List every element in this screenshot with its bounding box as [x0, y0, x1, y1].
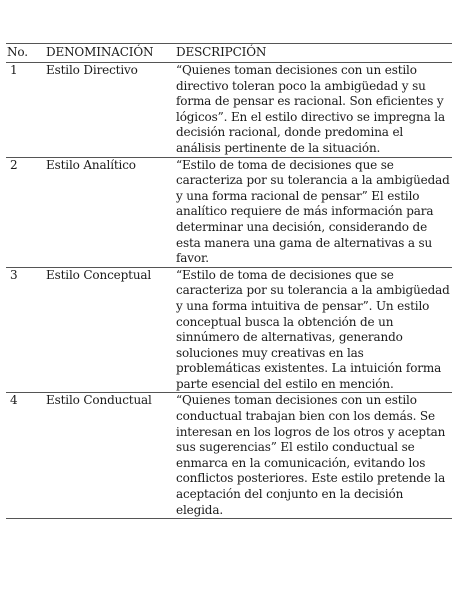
- decision-styles-table: [6, 43, 452, 519]
- table-row: [6, 393, 452, 519]
- row-number: 1: [6, 63, 46, 158]
- header-denominacion: DENOMINACIÓN: [46, 44, 176, 63]
- style-name: Estilo Conductual: [46, 393, 176, 519]
- style-name: Estilo Conceptual: [46, 267, 176, 393]
- table-row: [6, 157, 452, 267]
- header-descripcion: DESCRIPCIÓN: [176, 44, 452, 63]
- style-description: “Quienes toman decisiones con un estilo directivo toleran poco la ambigüedad y su forma de pensar es racional. Son eficientes y lógicos”. En el estilo directivo se impregna la decisión racional, donde predomina el análisis pertinente de la situación.: [176, 63, 452, 158]
- table-header: [6, 44, 452, 63]
- table-row: [6, 63, 452, 158]
- row-number: 3: [6, 267, 46, 393]
- style-description: “Estilo de toma de decisiones que se caracteriza por su tolerancia a la ambigüedad y una forma intuitiva de pensar”. Un estilo conceptual busca la obtención de un sinnúmero de alternativas, generando soluciones muy creativas en las problemáticas existentes. La intuición forma parte esencial del estilo en mención.: [176, 267, 452, 393]
- header-row: [6, 44, 452, 63]
- table-row: [6, 267, 452, 393]
- style-description: “Estilo de toma de decisiones que se caracteriza por su tolerancia a la ambigüedad y una forma racional de pensar” El estilo analítico requiere de más información para determinar una decisión, considerando de esta manera una gama de alternativas a su favor.: [176, 157, 452, 267]
- row-number: 2: [6, 157, 46, 267]
- style-name: Estilo Analítico: [46, 157, 176, 267]
- header-no: No.: [6, 44, 46, 63]
- style-description: “Quienes toman decisiones con un estilo conductual trabajan bien con los demás. Se interesan en los logros de los otros y aceptan sus sugerencias” El estilo conductual se enmarca en la comunicación, evitando los conflictos posteriores. Este estilo pretende la aceptación del conjunto en la decisión elegida.: [176, 393, 452, 519]
- style-name: Estilo Directivo: [46, 63, 176, 158]
- table-body: [6, 63, 452, 519]
- row-number: 4: [6, 393, 46, 519]
